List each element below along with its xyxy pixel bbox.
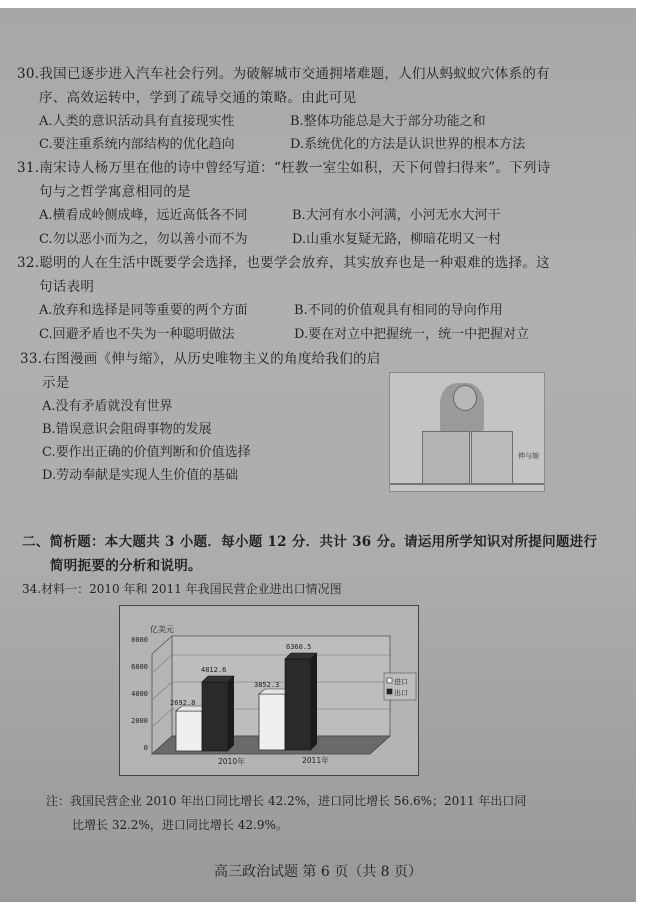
y-tick-0: 0: [143, 744, 148, 752]
page-footer: 高三政治试题 第 6 页（共 8 页）: [213, 864, 423, 880]
y-axis-unit: 亿美元: [150, 625, 174, 634]
q33-option-b: B.错误意识会阻碍事物的发展: [42, 422, 212, 437]
section2-heading-line1: 二、简析题：本大题共 3 小题．每小题 12 分．共计 36 分。请运用所学知识对所提问题进行: [22, 534, 598, 550]
legend-swatch-import: [387, 678, 392, 683]
label-export-2010: 4812.6: [201, 666, 227, 674]
legend-label-export: 出口: [394, 689, 408, 697]
q34-note-line2: 比增长 32.2%，进口同比增长 42.9%。: [72, 818, 288, 832]
q32-option-a: A.放弃和选择是同等重要的两个方面: [39, 303, 248, 318]
q34-note-line1: 注：我国民营企业 2010 年出口同比增长 42.2%，进口同比增长 56.6%；2011 年出口同: [46, 794, 527, 808]
section2-heading-line2: 简明扼要的分析和说明。: [50, 558, 202, 574]
y-tick-2000: 2000: [131, 717, 148, 725]
q33-stem-line1: 33.右图漫画《伸与缩》，从历史唯物主义的角度给我们的启: [20, 351, 381, 367]
q30-option-b: B.整体功能总是大于部分功能之和: [290, 114, 486, 129]
q31-option-b: B.大河有水小河满，小河无水大河干: [292, 208, 501, 223]
q32-option-c: C.回避矛盾也不失为一种聪明做法: [39, 327, 235, 342]
q34-material-title: 34.材料一：2010 年和 2011 年我国民营企业进出口情况图: [22, 582, 342, 596]
q33-option-a: A.没有矛盾就没有世界: [42, 399, 173, 414]
exam-page: [0, 8, 636, 902]
x-label-2011: 2011年: [302, 756, 329, 765]
cartoon-head: [453, 385, 477, 411]
q30-stem-line2: 序、高效运转中，学到了疏导交通的策略。由此可见: [39, 90, 357, 106]
q31-stem-line1: 31.南宋诗人杨万里在他的诗中曾经写道：“枉教一室尘如积，天下何曾扫得来”。下列诗: [17, 160, 551, 176]
q33-stem-line2: 示是: [42, 375, 70, 391]
q32-option-b: B.不同的价值观具有相同的导向作用: [294, 303, 503, 318]
q31-stem-line2: 句与之哲学寓意相同的是: [39, 184, 191, 200]
cartoon-tag: 伸与缩: [518, 452, 539, 460]
cartoon-ground: [390, 483, 544, 485]
q33-option-c: C.要作出正确的价值判断和价值选择: [42, 445, 251, 460]
import-export-chart: [119, 605, 419, 776]
q31-option-a: A.横看成岭侧成峰，远近高低各不同: [39, 208, 248, 223]
label-import-2010: 2692.8: [170, 699, 196, 707]
chart-canvas: [120, 606, 418, 775]
y-tick-6000: 6000: [131, 663, 148, 671]
legend-swatch-export: [387, 689, 392, 694]
q30-stem-line1: 30.我国已逐步进入汽车社会行列。为破解城市交通拥堵难题，人们从蚂蚁蚁穴体系的有: [17, 66, 550, 82]
q33-option-d: D.劳动奉献是实现人生价值的基础: [42, 468, 239, 483]
q31-option-d: D.山重水复疑无路，柳暗花明又一村: [292, 232, 502, 247]
cartoon-box-right: [471, 431, 513, 485]
cartoon-box-left: [422, 431, 470, 485]
y-tick-8000: 8000: [131, 636, 148, 644]
legend-label-import: 进口: [394, 678, 408, 686]
y-tick-4000: 4000: [131, 690, 148, 698]
label-import-2011: 3852.3: [254, 681, 280, 689]
label-export-2011: 6360.5: [286, 643, 312, 651]
q31-option-c: C.勿以恶小而为之，勿以善小而不为: [39, 232, 248, 247]
cartoon-image: [389, 372, 545, 492]
q32-stem-line2: 句话表明: [39, 279, 95, 295]
q30-option-a: A.人类的意识活动具有直接现实性: [39, 114, 235, 129]
x-label-2010: 2010年: [218, 757, 245, 766]
q32-option-d: D.要在对立中把握统一，统一中把握对立: [294, 327, 530, 342]
q30-option-c: C.要注重系统内部结构的优化趋向: [39, 137, 235, 152]
q30-option-d: D.系统优化的方法是认识世界的根本方法: [290, 137, 526, 152]
q32-stem-line1: 32.聪明的人在生活中既要学会选择，也要学会放弃，其实放弃也是一种艰难的选择。这: [17, 255, 550, 271]
